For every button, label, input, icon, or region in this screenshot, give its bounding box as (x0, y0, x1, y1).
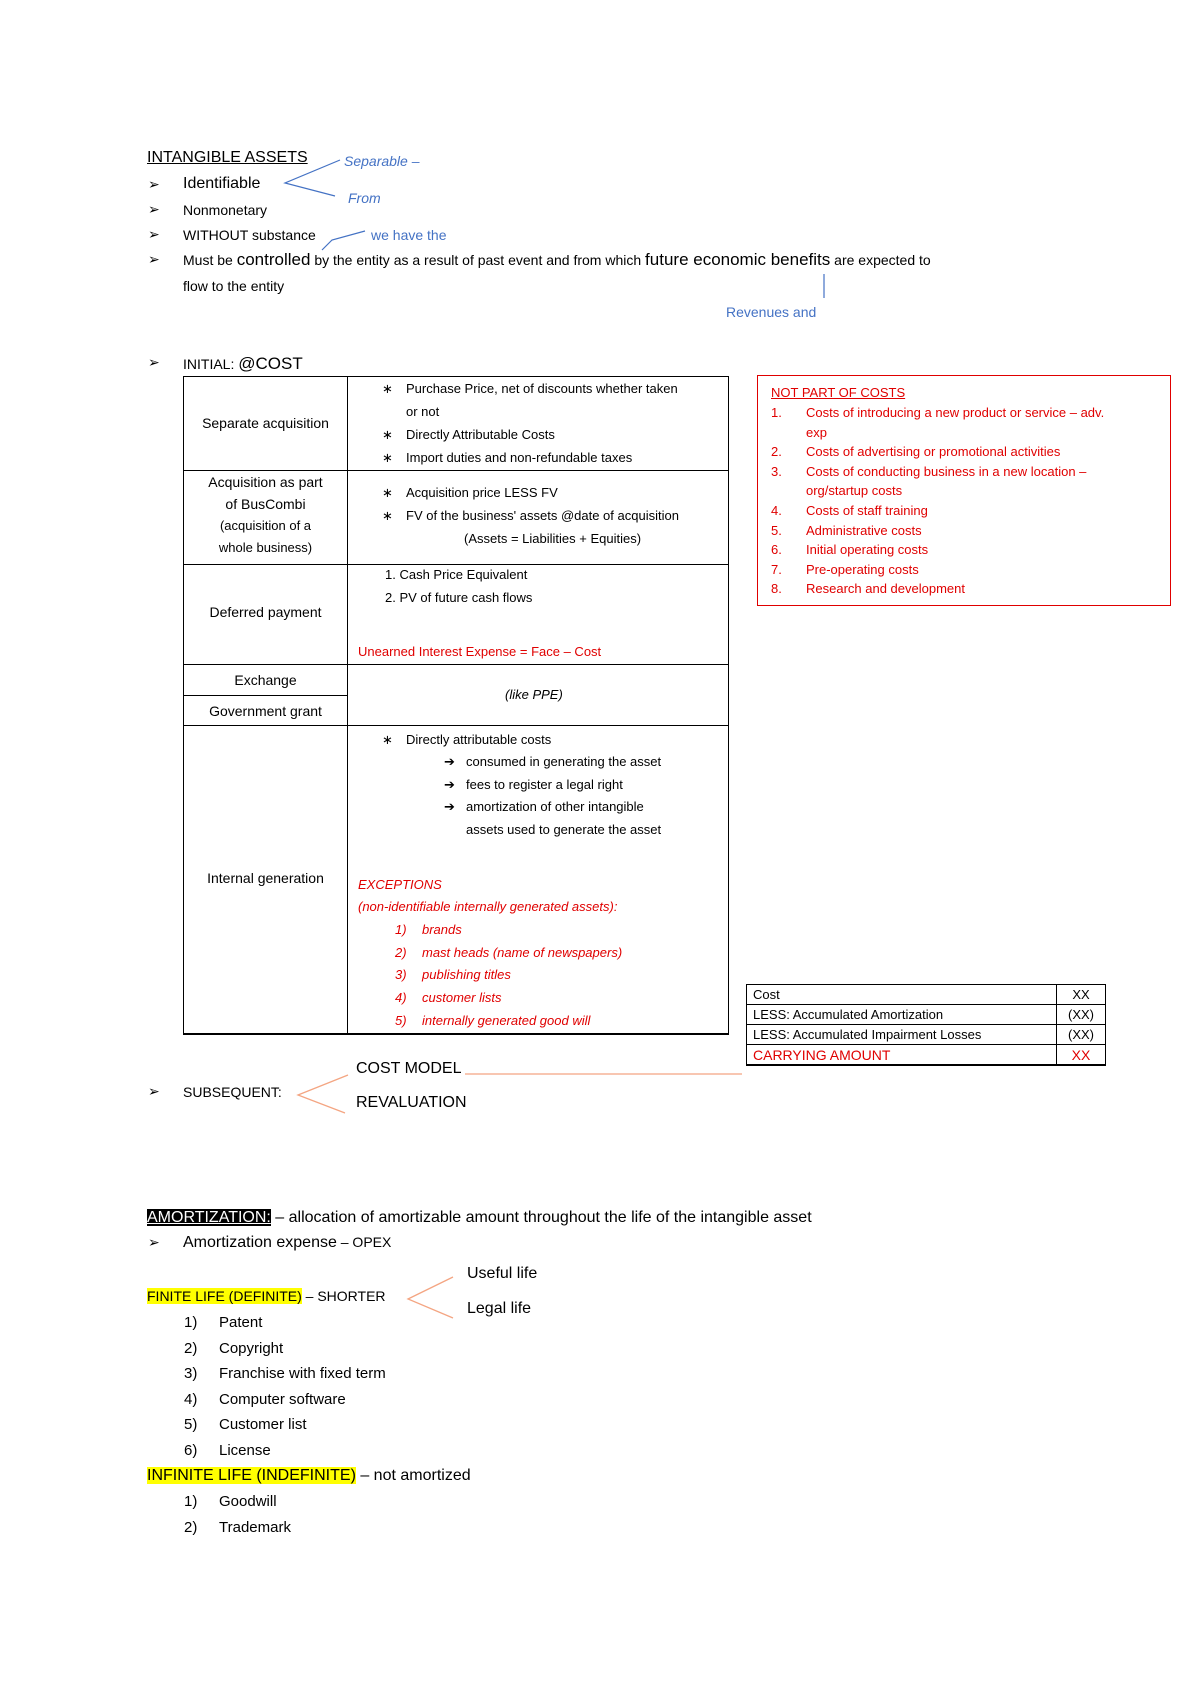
not-part-item-text: Costs of introducing a new product or service – adv. (806, 405, 1105, 420)
brace-subsequent (298, 1075, 348, 1113)
row-label-internal: Internal generation (207, 870, 324, 886)
list-item-text: Goodwill (219, 1493, 277, 1510)
not-part-item-number: 8. (771, 581, 782, 597)
list-item-text: Copyright (219, 1339, 284, 1357)
list-item-text: License (219, 1442, 271, 1459)
not-part-item-text: Costs of conducting business in a new location – (806, 463, 1087, 479)
list-item (184, 1364, 386, 1383)
char-controlled-line2: flow to the entity (183, 278, 285, 294)
not-part-item-number: 5. (771, 522, 782, 538)
bullet-arrow-icon: ➢ (148, 251, 160, 267)
bullet-arrow-icon: ➢ (148, 1234, 160, 1250)
annotation-separable: Separable – (344, 153, 420, 169)
internal-arrow-2: ➔ fees to register a legal right (444, 777, 623, 792)
list-item (184, 1415, 307, 1434)
brace-identifiable (285, 160, 340, 196)
carrying-row (747, 1045, 1106, 1066)
carrying-row (747, 985, 1106, 1005)
not-part-item-number: 6. (771, 542, 782, 558)
not-part-item-text: Pre-operating costs (806, 561, 919, 577)
list-item-number: 6) (184, 1442, 198, 1459)
separate-item-2: ∗ Directly Attributable Costs (382, 427, 555, 442)
finite-title: FINITE LIFE (DEFINITE) (147, 1288, 302, 1304)
exceptions-title: EXCEPTIONS (358, 877, 442, 892)
not-part-item-text: org/startup costs (806, 483, 903, 499)
carrying-amount-table (746, 984, 1106, 1066)
list-item-number: 5) (184, 1416, 198, 1434)
list-item (184, 1339, 284, 1358)
list-item (184, 1313, 263, 1332)
not-part-item (771, 404, 1105, 422)
brace-finite (408, 1277, 453, 1318)
amortization-definition: – allocation of amortizable amount throughout the life of the intangible asset (270, 1209, 812, 1226)
list-item-number: 2) (184, 1518, 198, 1536)
not-part-item-text: Administrative costs (806, 522, 922, 538)
list-item-number: 4) (184, 1390, 198, 1408)
list-item (184, 1441, 271, 1460)
not-part-item-text: Costs of advertising or promotional activities (806, 444, 1061, 460)
cost-model: COST MODEL (356, 1060, 462, 1077)
arrow-right-icon: ➔ (444, 754, 455, 769)
controlled-prefix: Must be (183, 252, 233, 268)
asterisk-bullet-icon: ∗ (382, 427, 393, 442)
bullet-arrow-icon: ➢ (148, 354, 160, 370)
amortization-title: AMORTIZATION: (147, 1209, 271, 1226)
line-we-have-the (322, 231, 365, 250)
carrying-row-value: (XX) (1057, 1005, 1106, 1025)
char-without-substance: WITHOUT substance (183, 227, 316, 243)
not-part-item-text: Initial operating costs (806, 542, 929, 558)
separate-item-1-cont: or not (406, 404, 440, 419)
annotation-from: From (348, 190, 381, 206)
asterisk-bullet-icon: ∗ (382, 450, 393, 465)
internal-head: ∗ Directly attributable costs (382, 732, 552, 747)
internal-arrow-4: assets used to generate the asset (466, 822, 662, 837)
infinite-suffix: – not amortized (355, 1467, 471, 1484)
internal-arrow-1: ➔ consumed in generating the asset (444, 754, 662, 769)
internal-arrow-3: ➔ amortization of other intangible (444, 799, 644, 814)
asterisk-bullet-icon: ∗ (382, 732, 393, 747)
list-item (184, 1492, 277, 1511)
list-item-number: 2) (184, 1339, 198, 1357)
carrying-row-label: Cost (747, 985, 1057, 1005)
exceptions-sub: (non-identifiable internally generated assets): (358, 899, 618, 914)
row-label-buscombi: Acquisition as part of BusCombi (acquisition of a whole business) (208, 474, 323, 555)
not-part-item-number: 2. (771, 444, 782, 460)
carrying-row-label: LESS: Accumulated Impairment Losses (747, 1025, 1057, 1045)
list-item-number: 3) (184, 1365, 198, 1383)
not-part-item (771, 580, 965, 598)
list-item-text: Computer software (219, 1390, 346, 1408)
not-part-item-text: Costs of staff training (806, 503, 928, 518)
list-item (184, 1518, 291, 1537)
controlled-mid: by the entity as a result of past event and from which (314, 252, 642, 268)
revaluation: REVALUATION (356, 1094, 467, 1111)
not-part-item (771, 502, 928, 520)
list-item-number: 1) (184, 1314, 198, 1331)
list-item (184, 1390, 346, 1409)
deferred-note: Unearned Interest Expense = Face – Cost (358, 644, 602, 659)
subsequent-label: SUBSEQUENT: (183, 1084, 282, 1100)
exception-1: 1) brands (395, 922, 462, 937)
exception-5: 5) internally generated good will (395, 1013, 591, 1028)
finite-suffix: – SHORTER (301, 1288, 386, 1304)
page-title: INTANGIBLE ASSETS (147, 149, 308, 166)
amortization-expense: Amortization expense (183, 1234, 337, 1251)
annotation-revenues-and: Revenues and (726, 304, 817, 320)
not-part-item-text: Research and development (806, 581, 965, 597)
initial-label: INITIAL: (183, 356, 235, 372)
infinite-title: INFINITE LIFE (INDEFINITE) (147, 1467, 356, 1484)
row-label-grant: Government grant (209, 703, 322, 719)
row-label-exchange: Exchange (234, 672, 297, 688)
bullet-arrow-icon: ➢ (148, 226, 160, 242)
initial-value: @COST (238, 354, 303, 373)
not-part-item (771, 443, 1061, 461)
exception-2: 2) mast heads (name of newspapers) (395, 945, 623, 960)
asterisk-bullet-icon: ∗ (382, 508, 393, 523)
legal-life: Legal life (467, 1300, 532, 1317)
bullet-arrow-icon: ➢ (148, 1083, 160, 1099)
infinite-line (147, 1466, 471, 1486)
char-identifiable: Identifiable (183, 175, 261, 192)
not-part-item (771, 541, 929, 559)
annotation-we-have-the: we have the (371, 227, 447, 243)
not-part-item-number: 1. (771, 405, 782, 420)
carrying-row-value: XX (1057, 985, 1106, 1005)
buscombi-item-1: ∗ Acquisition price LESS FV (382, 485, 558, 500)
like-ppe: (like PPE) (505, 687, 563, 702)
not-part-item (771, 561, 919, 579)
not-part-item-number: 7. (771, 561, 782, 577)
carrying-row (747, 1005, 1106, 1025)
carrying-row-value: XX (1057, 1045, 1106, 1066)
list-item-number: 1) (184, 1493, 198, 1510)
char-controlled (183, 250, 931, 270)
carrying-row-label: LESS: Accumulated Amortization (747, 1005, 1057, 1025)
useful-life: Useful life (467, 1265, 538, 1282)
separate-item-1: ∗ Purchase Price, net of discounts whether taken (382, 381, 678, 396)
not-part-item-number: 4. (771, 503, 782, 518)
not-part-item (771, 522, 922, 540)
exception-3: 3) publishing titles (395, 967, 511, 982)
exception-4: 4) customer lists (395, 990, 502, 1005)
controlled-suffix: are expected to (834, 252, 931, 268)
list-item-text: Customer list (219, 1416, 307, 1434)
bullet-arrow-icon: ➢ (148, 176, 160, 192)
carrying-row (747, 1025, 1106, 1045)
amortization-expense-suffix: – OPEX (336, 1234, 392, 1250)
buscombi-formula: (Assets = Liabilities + Equities) (464, 531, 642, 546)
amortization-expense-line (183, 1233, 391, 1253)
carrying-row-label: CARRYING AMOUNT (747, 1045, 1057, 1066)
initial-line (183, 354, 303, 374)
row-label-deferred: Deferred payment (209, 604, 322, 620)
arrow-right-icon: ➔ (444, 777, 455, 792)
not-part-item-text: exp (806, 424, 827, 440)
buscombi-item-2: ∗ FV of the business' assets @date of acquisition (382, 508, 679, 523)
asterisk-bullet-icon: ∗ (382, 381, 393, 396)
char-nonmonetary: Nonmonetary (183, 202, 268, 218)
not-part-item-number: 3. (771, 463, 782, 479)
asterisk-bullet-icon: ∗ (382, 485, 393, 500)
amortization-line (147, 1208, 812, 1228)
separate-item-3: ∗ Import duties and non-refundable taxes (382, 450, 633, 465)
list-item-text: Franchise with fixed term (219, 1365, 386, 1383)
list-item-text: Patent (219, 1314, 263, 1331)
row-label-separate: Separate acquisition (202, 415, 329, 431)
not-part-item (771, 463, 1087, 481)
deferred-item-2: 2. PV of future cash flows (385, 590, 533, 605)
controlled-word: controlled (236, 250, 311, 269)
list-item-text: Trademark (219, 1518, 291, 1536)
finite-line (147, 1287, 386, 1306)
arrow-right-icon: ➔ (444, 799, 455, 814)
carrying-row-value: (XX) (1057, 1025, 1106, 1045)
deferred-item-1: 1. Cash Price Equivalent (385, 567, 528, 582)
future-benefits: future economic benefits (645, 250, 831, 269)
not-part-title: NOT PART OF COSTS (771, 385, 906, 400)
bullet-arrow-icon: ➢ (148, 201, 160, 217)
